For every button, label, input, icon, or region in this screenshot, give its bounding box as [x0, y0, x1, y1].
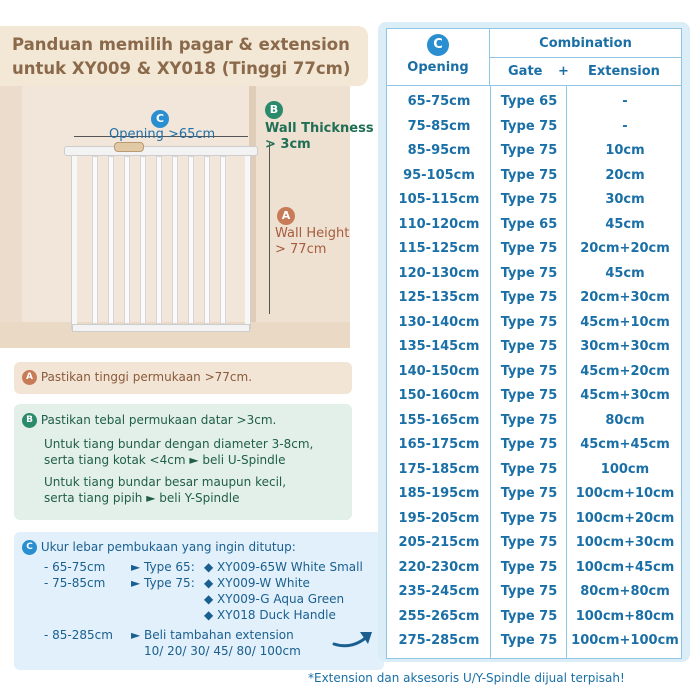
- note-b-badge: B: [22, 413, 37, 428]
- wall-height-label: Wall Height > 77cm: [275, 226, 350, 257]
- gate-cell: Type 75: [500, 314, 558, 330]
- gate-bar: [188, 156, 194, 324]
- note-b: [14, 404, 352, 520]
- opening-cell: 235-245cm: [398, 584, 480, 599]
- opening-cell: 205-215cm: [398, 535, 480, 550]
- title-banner: [0, 26, 368, 86]
- note-c-text: Ukur lebar pembukaan yang ingin ditutup:: [40, 540, 296, 554]
- opening-cell: 175-185cm: [398, 461, 480, 477]
- combination-table-panel: [378, 22, 690, 662]
- note-b-p1-line2: serta tiang kotak <4cm ► beli U-Spindle: [44, 453, 286, 467]
- table-row: [387, 605, 683, 630]
- opening-cell: 155-165cm: [398, 412, 480, 428]
- table-row: [387, 409, 683, 434]
- opening-header-label: Opening: [407, 60, 469, 75]
- extension-cell: 20cm: [605, 167, 645, 183]
- table-row: [387, 556, 683, 581]
- gate-cell: Type 75: [500, 118, 558, 134]
- extension-cell: -: [622, 94, 628, 109]
- extension-cell: 45cm+30cm: [580, 388, 670, 403]
- gate-cell: Type 75: [500, 363, 558, 379]
- extension-cell: 20cm+20cm: [580, 241, 670, 256]
- extension-cell: 100cm+10cm: [575, 486, 675, 501]
- gate-top-rail: [64, 146, 258, 156]
- note-c-r1-type: ► Type 65:: [131, 560, 195, 574]
- opening-cell: 65-75cm: [407, 94, 471, 109]
- gate-cell: Type 75: [500, 192, 558, 207]
- note-c-r1-range: - 65-75cm: [44, 560, 106, 574]
- extension-header: Extension: [588, 64, 660, 79]
- gate-bar: [108, 156, 114, 324]
- note-c-badge: C: [22, 540, 37, 555]
- opening-cell: 220-230cm: [398, 559, 480, 575]
- note-a-text: Pastikan tinggi permukaan >77cm.: [40, 370, 253, 384]
- opening-header-badge: C: [427, 34, 449, 56]
- gate-cell: Type 75: [500, 559, 558, 575]
- extension-cell: 100cm+20cm: [575, 510, 675, 526]
- arrow-right-icon: [330, 614, 378, 654]
- footnote: *Extension dan aksesoris U/Y-Spindle dijual terpisah!: [308, 671, 625, 685]
- gate-cell: Type 75: [500, 437, 558, 452]
- table-row: [387, 335, 683, 360]
- note-b-p1-line1: Untuk tiang bundar dengan diameter 3-8cm,: [44, 437, 314, 451]
- extension-cell: -: [622, 118, 628, 134]
- opening-cell: 75-85cm: [407, 118, 471, 134]
- table-row: [387, 580, 683, 605]
- gate-cell: Type 75: [500, 584, 558, 599]
- wall-thickness-badge: B: [265, 98, 283, 119]
- gate-cell: Type 75: [500, 510, 558, 526]
- extension-cell: 45cm+20cm: [580, 363, 670, 379]
- gate-cell: Type 75: [500, 265, 558, 281]
- wall-thickness-label: Wall Thickness > 3cm: [265, 121, 374, 152]
- gate-cell: Type 75: [500, 633, 558, 648]
- opening-cell: 115-125cm: [398, 241, 480, 256]
- gate-cell: Type 75: [500, 608, 558, 624]
- gate-bar: [140, 156, 146, 324]
- extension-cell: 100cm+30cm: [575, 535, 675, 550]
- extension-cell: 20cm+30cm: [580, 290, 670, 305]
- opening-cell: 130-140cm: [398, 314, 480, 330]
- table-row: [387, 433, 683, 458]
- opening-header: [386, 28, 490, 86]
- gate-bar: [124, 156, 130, 324]
- height-dimension-line: [269, 143, 270, 314]
- table-row: [387, 311, 683, 336]
- gate-handle: [114, 142, 144, 152]
- extension-cell: 45cm+10cm: [580, 314, 670, 330]
- gate-bar: [204, 156, 210, 324]
- table-row: [387, 213, 683, 238]
- opening-cell: 195-205cm: [398, 510, 480, 526]
- gate-bar: [220, 156, 226, 324]
- gate-cell: Type 75: [500, 388, 558, 403]
- gate-cell: Type 75: [500, 290, 558, 305]
- extension-cell: 45cm+45cm: [580, 437, 670, 452]
- combination-header: Combination: [490, 28, 682, 58]
- extension-cell: 30cm+30cm: [580, 339, 670, 354]
- note-c-r2-range: - 75-85cm: [44, 576, 106, 590]
- opening-cell: 185-195cm: [398, 486, 480, 501]
- gate-cell: Type 75: [500, 486, 558, 501]
- table-body: [386, 86, 682, 659]
- table-row: [387, 531, 683, 556]
- extension-cell: 30cm: [605, 192, 645, 207]
- note-c-r2-type: ► Type 75:: [131, 576, 195, 590]
- note-c-r1-model: ◆ XY009-65W White Small: [204, 560, 363, 574]
- note-c-r2-model3: ◆ XY018 Duck Handle: [204, 608, 336, 622]
- gate-bottom-rail: [72, 324, 250, 332]
- gate-cell: Type 65: [500, 216, 558, 232]
- note-c-r3-text1: ► Beli tambahan extension: [131, 628, 294, 642]
- opening-badge: C: [151, 107, 169, 128]
- table-row: [387, 384, 683, 409]
- gate-bar: [156, 156, 162, 324]
- note-c: [14, 532, 384, 670]
- table-row: [387, 188, 683, 213]
- table-row: [387, 237, 683, 262]
- gate-cell: Type 65: [500, 94, 558, 109]
- table-row: [387, 115, 683, 140]
- opening-cell: 85-95cm: [407, 143, 471, 158]
- note-c-r2-model2: ◆ XY009-G Aqua Green: [204, 592, 345, 606]
- opening-cell: 110-120cm: [398, 216, 480, 232]
- opening-label: Opening >65cm: [109, 127, 216, 142]
- title-line-1: Panduan memilih pagar & extension: [12, 35, 350, 54]
- table-row: [387, 286, 683, 311]
- plus-sign: +: [558, 64, 569, 79]
- note-a-badge: A: [22, 370, 37, 385]
- note-b-p2-line2: serta tiang pipih ► beli Y-Spindle: [44, 491, 240, 505]
- gate-drawing: [72, 150, 250, 340]
- table-row: [387, 458, 683, 483]
- gate-bar: [92, 156, 98, 324]
- gate-cell: Type 75: [500, 143, 558, 158]
- gate-cell: Type 75: [500, 167, 558, 183]
- extension-cell: 100cm: [600, 461, 650, 477]
- gate-header: Gate: [508, 64, 543, 79]
- extension-cell: 45cm: [605, 265, 645, 281]
- opening-cell: 275-285cm: [398, 633, 480, 648]
- table-row: [387, 164, 683, 189]
- table-row: [387, 90, 683, 115]
- extension-cell: 10cm: [605, 143, 645, 158]
- gate-cell: Type 75: [500, 241, 558, 256]
- left-wall: [0, 86, 22, 348]
- opening-cell: 150-160cm: [398, 388, 480, 403]
- opening-cell: 120-130cm: [398, 265, 480, 281]
- opening-cell: 140-150cm: [398, 363, 480, 379]
- gate-cell: Type 75: [500, 339, 558, 354]
- note-b-text: Pastikan tebal permukaan datar >3cm.: [40, 413, 277, 427]
- wall-height-badge: A: [277, 204, 295, 225]
- table-row: [387, 139, 683, 164]
- opening-cell: 95-105cm: [403, 167, 475, 183]
- right-wall-edge: [249, 86, 256, 348]
- extension-cell: 80cm+80cm: [580, 584, 670, 599]
- table-row: [387, 507, 683, 532]
- opening-cell: 135-145cm: [398, 339, 480, 354]
- table-row: [387, 360, 683, 385]
- extension-cell: 100cm+80cm: [575, 608, 675, 624]
- gate-cell: Type 75: [500, 535, 558, 550]
- table-row: [387, 262, 683, 287]
- extension-cell: 100cm+45cm: [575, 559, 675, 575]
- extension-cell: 45cm: [605, 216, 645, 232]
- extension-cell: 80cm: [605, 412, 645, 428]
- note-c-r2-model1: ◆ XY009-W White: [204, 576, 310, 590]
- opening-cell: 165-175cm: [398, 437, 480, 452]
- gate-cell: Type 75: [500, 461, 558, 477]
- note-c-r3-text2: 10/ 20/ 30/ 45/ 80/ 100cm: [144, 644, 301, 658]
- opening-cell: 105-115cm: [398, 192, 480, 207]
- gate-illustration: [0, 86, 374, 348]
- extension-cell: 100cm+100cm: [571, 633, 679, 648]
- opening-cell: 255-265cm: [398, 608, 480, 624]
- note-b-p2-line1: Untuk tiang bundar besar maupun kecil,: [44, 475, 287, 489]
- title-line-2: untuk XY009 & XY018 (Tinggi 77cm): [12, 59, 351, 78]
- note-c-r3-range: - 85-285cm: [44, 628, 113, 642]
- gate-bar: [172, 156, 178, 324]
- gate-cell: Type 75: [500, 412, 558, 428]
- combination-subheader: [490, 58, 682, 86]
- note-a: [14, 362, 352, 394]
- table-row: [387, 629, 683, 654]
- opening-cell: 125-135cm: [398, 290, 480, 305]
- table-row: [387, 482, 683, 507]
